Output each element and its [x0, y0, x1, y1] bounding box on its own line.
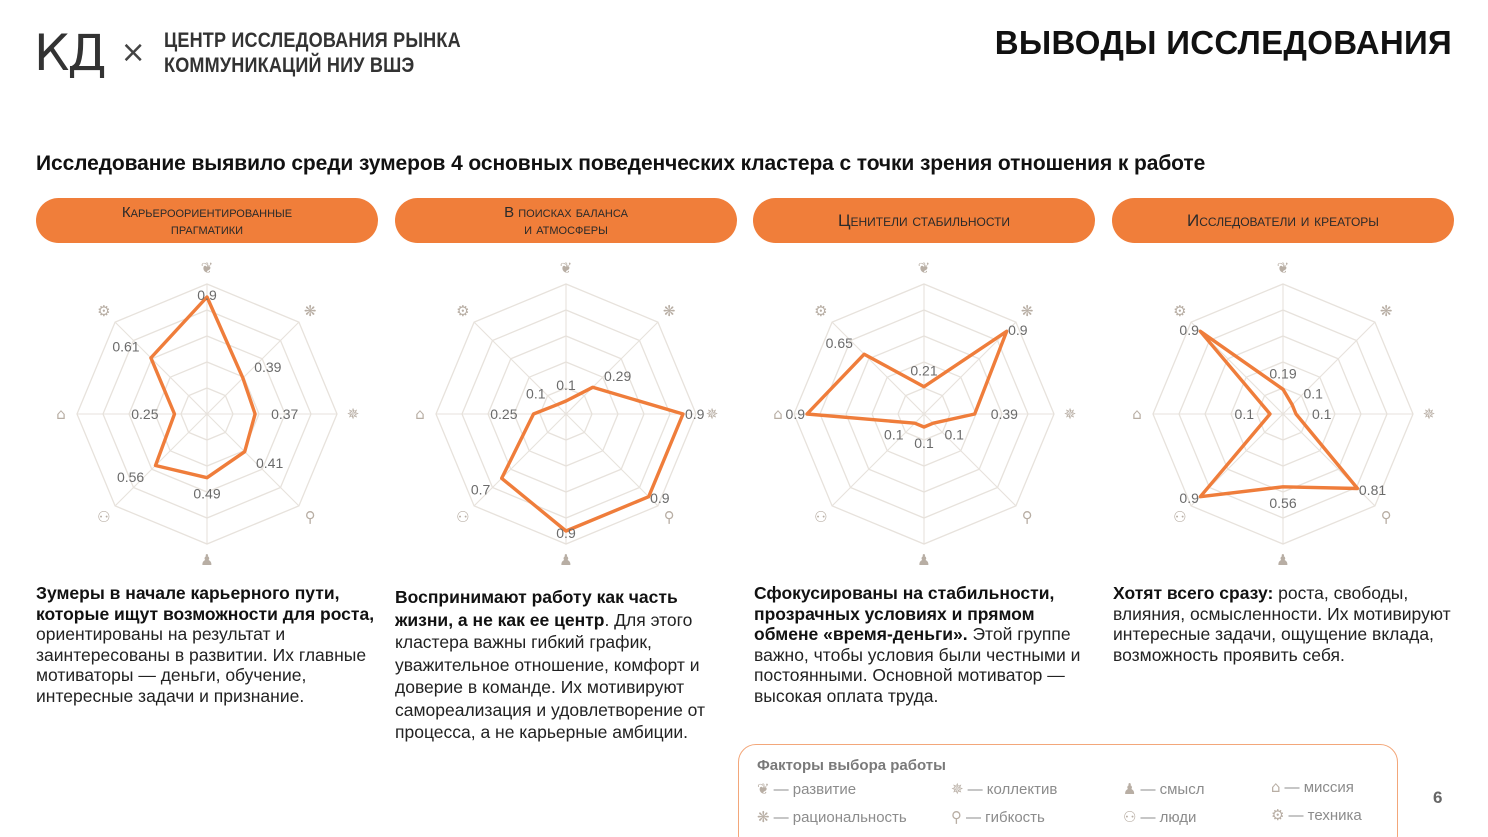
legend-label: — миссия: [1284, 779, 1354, 796]
description-lead: Воспринимают работу как часть жизни, а не как ее центр: [395, 587, 678, 630]
graduation-cap-icon: ⌂: [56, 405, 66, 423]
gears-icon: ⚙: [97, 301, 111, 320]
brain-icon: ❋: [662, 301, 676, 320]
value-label: 0.1: [556, 377, 576, 393]
value-label: 0.25: [131, 406, 159, 422]
legend-label: — гибкость: [966, 809, 1045, 826]
yoga-icon: ⚲: [1021, 508, 1033, 527]
graduation-cap-icon: ⌂: [1132, 405, 1142, 423]
page-number: 6: [1433, 788, 1443, 807]
cluster-description-stability: [754, 583, 1099, 706]
team-star-icon: ✵: [1422, 405, 1436, 423]
legend-title: Факторы выбора работы: [757, 757, 946, 774]
yoga-icon: ⚲: [1380, 508, 1392, 527]
value-label: 0.39: [254, 358, 282, 375]
team-star-icon: ✵: [346, 405, 360, 423]
radar-svg: [753, 252, 1095, 577]
cluster-description-creators: [1113, 583, 1458, 665]
radar-chart-stability: [753, 252, 1095, 577]
legend-item-rationality: [757, 808, 907, 826]
cluster-pill-line: Исследователи и креаторы: [1187, 211, 1379, 230]
seed-icon: ❦: [559, 259, 573, 277]
legend-label: — рациональность: [773, 809, 907, 826]
meditation-icon: ♟: [200, 551, 214, 569]
description-lead: Хотят всего сразу:: [1113, 583, 1274, 603]
team-star-icon: ✵: [951, 780, 964, 798]
value-label: 0.56: [1269, 494, 1297, 511]
value-label: 0.61: [112, 338, 140, 355]
value-label: 0.9: [197, 287, 217, 303]
radar-series: [502, 387, 683, 531]
value-label: 0.1: [944, 426, 964, 443]
brain-icon: ❋: [757, 808, 770, 826]
legend-label: — развитие: [773, 781, 857, 798]
people-icon: ⚇: [814, 508, 828, 527]
cluster-pill-line: В поисках баланса: [504, 203, 628, 221]
slide-subtitle: Исследование выявило среди зумеров 4 основных поведенческих кластера с точки зрения отношения к работе: [36, 152, 1206, 175]
cluster-pill-line: прагматики: [170, 220, 244, 238]
radar-chart-creators: [1112, 252, 1454, 577]
brain-icon: ❋: [1020, 301, 1034, 320]
value-label: 0.41: [256, 455, 284, 471]
value-label: 0.29: [604, 368, 632, 384]
meditation-icon: ♟: [559, 551, 573, 569]
value-label: 0.25: [490, 406, 518, 422]
value-label: 0.7: [470, 481, 491, 498]
people-icon: ⚇: [1173, 508, 1187, 527]
team-star-icon: ✵: [1063, 405, 1077, 423]
legend-item-development: [757, 780, 856, 798]
logo-kd: КД: [34, 24, 105, 82]
legend-item-people: [1123, 808, 1196, 826]
value-label: 0.1: [526, 385, 546, 402]
seed-icon: ❦: [757, 780, 770, 798]
value-label: 0.1: [1234, 406, 1254, 422]
seed-icon: ❦: [200, 259, 214, 277]
graduation-cap-icon: ⌂: [415, 405, 425, 423]
legend-item-flexibility: [951, 808, 1045, 826]
seed-icon: ❦: [917, 259, 931, 277]
description-text: . Для этого кластера важны гибкий график, уважительное отношение, комфорт и доверие в команде. Их мотивируют самореализация и удовлетворение от процесса, а не карьерные амбиции.: [395, 609, 706, 742]
meditation-icon: ♟: [1276, 551, 1290, 569]
legend-label: — люди: [1140, 809, 1197, 826]
radar-chart-balance: [395, 252, 737, 577]
description-text: роста, свободы, влияния, осмысленности. Их мотивируют интересные задачи, ощущение вклада, возможность проявить себя.: [1113, 583, 1451, 665]
value-label: 0.39: [990, 406, 1018, 422]
team-star-icon: ✵: [705, 405, 719, 423]
cluster-pill-balance: [395, 198, 737, 243]
people-icon: ⚇: [456, 508, 470, 527]
logo-text: [164, 28, 461, 78]
value-label: 0.1: [914, 435, 934, 451]
gears-icon: ⚙: [1271, 806, 1285, 824]
radar-svg: [395, 252, 737, 577]
legend-item-team: [951, 780, 1057, 798]
cluster-pill-pragmatics: [36, 198, 378, 243]
legend-label: — техника: [1288, 807, 1362, 824]
yoga-icon: ⚲: [951, 808, 962, 826]
value-label: 0.65: [825, 334, 853, 351]
logo: [34, 24, 509, 82]
logo-line-2: КОММУНИКАЦИЙ НИУ ВШЭ: [163, 54, 415, 77]
value-label: 0.1: [1312, 406, 1332, 422]
description-text: Этой группе важно, чтобы условия были честными и постоянными. Основной мотиватор — высокая оплата труда.: [754, 624, 1081, 706]
logo-line-1: ЦЕНТР ИССЛЕДОВАНИЯ РЫНКА: [163, 29, 461, 52]
yoga-icon: ⚲: [304, 508, 316, 527]
value-label: 0.81: [1358, 481, 1387, 498]
people-icon: ⚇: [97, 508, 111, 527]
cluster-pill-creators: [1112, 198, 1454, 243]
radar-svg: [36, 252, 378, 577]
value-label: 0.9: [1179, 321, 1199, 338]
graduation-cap-icon: ⌂: [773, 405, 783, 423]
value-label: 0.1: [884, 426, 904, 443]
legend-item-technique: [1271, 806, 1362, 824]
legend-item-meaning: [1123, 780, 1204, 798]
cluster-description-pragmatics: [36, 583, 381, 706]
value-label: 0.9: [785, 406, 805, 422]
brain-icon: ❋: [1379, 301, 1393, 320]
value-label: 0.9: [1008, 321, 1028, 338]
seed-icon: ❦: [1276, 259, 1290, 277]
cluster-pill-stability: [753, 198, 1095, 243]
value-label: 0.49: [193, 485, 221, 502]
value-label: 0.9: [556, 525, 576, 541]
factors-legend: [738, 744, 1398, 837]
yoga-icon: ⚲: [663, 508, 675, 527]
value-label: 0.1: [1303, 385, 1323, 402]
gears-icon: ⚙: [814, 301, 828, 320]
value-label: 0.9: [685, 406, 705, 422]
logo-cross: ×: [120, 35, 146, 70]
radar-svg: [1112, 252, 1454, 577]
meditation-icon: ♟: [1123, 780, 1137, 798]
gears-icon: ⚙: [456, 301, 470, 320]
cluster-pill-line: и атмосферы: [524, 220, 608, 238]
cluster-description-balance: [395, 586, 740, 744]
value-label: 0.56: [116, 468, 145, 485]
gears-icon: ⚙: [1173, 301, 1187, 320]
description-lead: Сфокусированы на стабильности, прозрачных условиях и прямом обмене «время-деньги».: [754, 583, 1055, 644]
meditation-icon: ♟: [917, 551, 931, 569]
page-title: ВЫВОДЫ ИССЛЕДОВАНИЯ: [994, 24, 1452, 61]
brain-icon: ❋: [303, 301, 317, 320]
value-label: 0.37: [271, 406, 299, 422]
description-lead: Зумеры в начале карьерного пути, которые ищут возможности для роста,: [36, 583, 375, 624]
people-icon: ⚇: [1123, 808, 1137, 826]
radar-chart-pragmatics: [36, 252, 378, 577]
value-label: 0.9: [650, 490, 670, 507]
value-label: 0.9: [1179, 490, 1199, 507]
value-label: 0.21: [910, 362, 938, 379]
cluster-pill-line: Карьероориентированные: [121, 203, 293, 221]
graduation-cap-icon: ⌂: [1271, 778, 1281, 796]
value-label: 0.19: [1269, 365, 1297, 382]
cluster-pill-line: Ценители стабильности: [837, 211, 1011, 230]
legend-label: — смысл: [1140, 781, 1205, 798]
legend-item-mission: [1271, 778, 1354, 796]
description-text: ориентированы на результат и заинтересованы в развитии. Их главные мотиваторы — деньги, обучение, интересные задачи и признание.: [36, 624, 367, 706]
legend-label: — коллектив: [967, 781, 1058, 798]
